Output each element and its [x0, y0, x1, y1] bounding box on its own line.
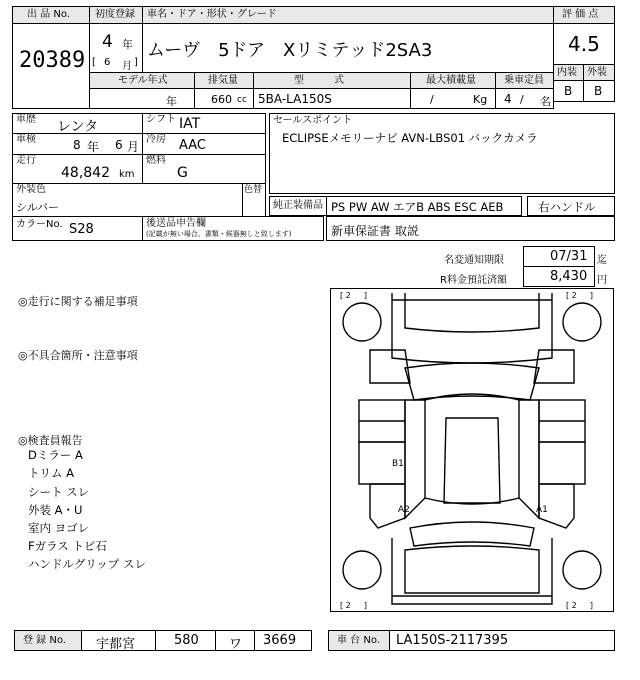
- car-name: ムーヴ 5ドア Xリミテッド2SA3: [147, 40, 433, 61]
- displacement-label: 排気量: [208, 75, 238, 86]
- steering-cell: [527, 196, 615, 216]
- displacement-label-cell: [194, 72, 254, 89]
- type-cell: [253, 88, 411, 109]
- inspector-item: ハンドルグリップ スレ: [28, 557, 146, 571]
- ac-label: 冷房: [146, 134, 166, 145]
- type: 5BA-LA150S: [258, 92, 332, 106]
- later-items-label: 後送品申告欄: [146, 218, 206, 229]
- mileage-cell: [12, 154, 143, 184]
- mileage: 48,842: [61, 165, 110, 181]
- lot-no-cell: [12, 23, 90, 109]
- capacity-label: 乗車定員: [504, 75, 544, 86]
- chassis-label: 車 台 No.: [337, 635, 380, 646]
- fuel-cell: [142, 154, 266, 184]
- capacity-unit: 名: [540, 95, 551, 108]
- color-no-cell: [12, 216, 143, 241]
- color: シルバー: [16, 201, 59, 214]
- month-unit: 月: [122, 61, 132, 72]
- sales-point-label: セールスポイント: [273, 115, 353, 126]
- first-reg-label-cell: [89, 6, 143, 24]
- sales-point: ECLIPSEメモリーナビ AVN-LBS01 バックカメラ: [282, 131, 538, 145]
- type-label-cell: [253, 72, 411, 89]
- reg-number: 3669: [263, 633, 297, 648]
- corner-label-tl: [ 2 ]: [340, 291, 367, 300]
- corner-label-br: [ 2 ]: [566, 601, 593, 610]
- capacity-sep: /: [520, 93, 524, 106]
- name-change-value: 07/31: [550, 249, 588, 264]
- car-diagram: [330, 288, 614, 612]
- model-year-cell: [89, 88, 195, 109]
- displacement-unit: cc: [237, 95, 247, 105]
- displacement-cell: [194, 88, 254, 109]
- lot-no-label: 出 品 No.: [27, 9, 70, 20]
- rating: 4.5: [568, 32, 600, 56]
- rating-label-cell: [553, 6, 615, 24]
- capacity-label-cell: [495, 72, 554, 89]
- shift-cell: [142, 113, 266, 134]
- exterior-label-cell: [583, 64, 615, 81]
- inspection-year-unit: 年: [87, 140, 100, 154]
- history: レンタ: [57, 119, 99, 135]
- recycle-value: 8,430: [550, 269, 588, 284]
- car-name-label-cell: [142, 6, 554, 24]
- inspector-item: Fガラス トビ石: [28, 539, 107, 553]
- month-value: 6: [104, 57, 111, 68]
- inspection-month-unit: 月: [127, 140, 140, 154]
- inspection-label: 車検: [16, 134, 36, 145]
- equipment: PS PW AW エアB ABS ESC AEB: [331, 200, 504, 214]
- name-change-cell: [523, 246, 595, 267]
- first-reg-cell: [89, 23, 143, 73]
- warranty: 新車保証書 取説: [331, 224, 419, 238]
- reg-no-label-cell: [14, 630, 82, 651]
- inspector-item: 室内 ヨゴレ: [28, 521, 90, 535]
- interior: B: [564, 84, 573, 98]
- inspection-cell: [12, 133, 143, 155]
- shift-label: シフト: [146, 114, 176, 125]
- defects-label: ◎不具合箇所・注意事項: [18, 349, 138, 362]
- interior-label: 内装: [557, 67, 577, 78]
- max-load-label: 最大積載量: [426, 75, 476, 86]
- exterior-cell: [583, 80, 615, 102]
- color-cell: [12, 183, 243, 217]
- month-bracket-close: ]: [134, 57, 138, 68]
- damage-mark-a1: A1: [536, 505, 548, 515]
- steering: 右ハンドル: [538, 200, 596, 214]
- car-name-cell: [142, 23, 554, 73]
- exterior-label: 外装: [587, 67, 607, 78]
- reg-area-cell: [81, 630, 156, 651]
- rating-label: 評 価 点: [562, 9, 599, 20]
- year-unit: 年: [122, 38, 133, 51]
- reg-number-cell: [254, 630, 312, 651]
- color-change-cell: [242, 183, 266, 217]
- name-change-unit: 迄: [597, 255, 607, 266]
- chassis-cell: [389, 630, 615, 651]
- capacity-cell: [495, 88, 554, 109]
- interior-cell: [553, 80, 584, 102]
- lot-no-label-cell: [12, 6, 90, 24]
- recycle-unit: 円: [597, 275, 607, 286]
- history-label: 車歴: [16, 114, 36, 125]
- interior-label-cell: [553, 64, 584, 81]
- max-load-sep: /: [430, 93, 434, 106]
- max-load-cell: [410, 88, 496, 109]
- equipment-cell: [326, 196, 522, 216]
- chassis: LA150S-2117395: [396, 633, 509, 648]
- reg-kana-cell: [215, 630, 255, 651]
- inspector-item: 外装 A・U: [28, 503, 83, 517]
- mileage-label: 走行: [16, 155, 36, 166]
- type-label: 型 式: [294, 75, 344, 86]
- first-reg-label: 初度登録: [95, 9, 135, 20]
- inspection-year: 8: [73, 138, 81, 152]
- recycle-label: R料金預託済額: [440, 275, 507, 286]
- driving-notes-label: ◎走行に関する補足事項: [18, 295, 138, 308]
- warranty-cell: [326, 216, 615, 241]
- capacity: 4: [504, 92, 512, 106]
- model-year-label-cell: [89, 72, 195, 89]
- inspector-item: シート スレ: [28, 485, 90, 499]
- corner-label-bl: [ 2 ]: [340, 601, 367, 610]
- color-no-label: カラーNo.: [16, 219, 63, 230]
- recycle-cell: [523, 266, 595, 287]
- max-load-label-cell: [410, 72, 496, 89]
- inspector-label: ◎検査員報告: [18, 434, 83, 447]
- equipment-label: 純正装備品: [273, 200, 323, 211]
- fuel: G: [177, 165, 188, 181]
- month-bracket-open: [: [92, 57, 96, 68]
- model-year-label: モデル年式: [118, 75, 168, 86]
- equipment-label-cell: [269, 196, 327, 216]
- corner-label-tr: [ 2 ]: [566, 291, 593, 300]
- inspector-item: Dミラー A: [28, 448, 83, 462]
- inspector-item: トリム A: [28, 466, 75, 480]
- history-cell: [12, 113, 143, 134]
- later-items-note: (記載が無い場合、書類・候器無しと致します): [146, 230, 292, 238]
- color-change-label: 色替: [244, 185, 263, 195]
- reg-class-cell: [155, 630, 216, 651]
- name-change-label: 名変通知期限: [444, 255, 504, 266]
- model-year-unit: 年: [166, 95, 177, 108]
- reg-area: 宇都宮: [96, 637, 136, 652]
- fuel-label: 燃料: [146, 155, 166, 166]
- displacement: 660: [211, 93, 232, 106]
- ac: AAC: [179, 138, 206, 153]
- later-items-cell: [142, 216, 324, 241]
- shift: IAT: [179, 116, 201, 132]
- lot-no: 20389: [19, 48, 86, 73]
- reg-class: 580: [174, 633, 199, 648]
- mileage-unit: km: [119, 169, 135, 180]
- car-name-label: 車名・ドア・形状・グレード: [147, 9, 277, 20]
- color-label: 外装色: [16, 184, 46, 195]
- chassis-label-cell: [328, 630, 390, 651]
- rating-cell: [553, 23, 615, 65]
- reg-kana: ワ: [229, 637, 243, 652]
- damage-mark-b1: B1: [392, 459, 404, 469]
- ac-cell: [142, 133, 266, 155]
- exterior: B: [594, 84, 603, 98]
- max-load-unit: Kg: [473, 93, 488, 106]
- year-value: 4: [102, 32, 113, 52]
- inspection-month: 6: [115, 138, 123, 152]
- sales-point-cell: [269, 113, 615, 194]
- damage-mark-a2: A2: [398, 505, 410, 515]
- reg-no-label: 登 録 No.: [23, 635, 66, 646]
- color-no: S28: [69, 222, 94, 237]
